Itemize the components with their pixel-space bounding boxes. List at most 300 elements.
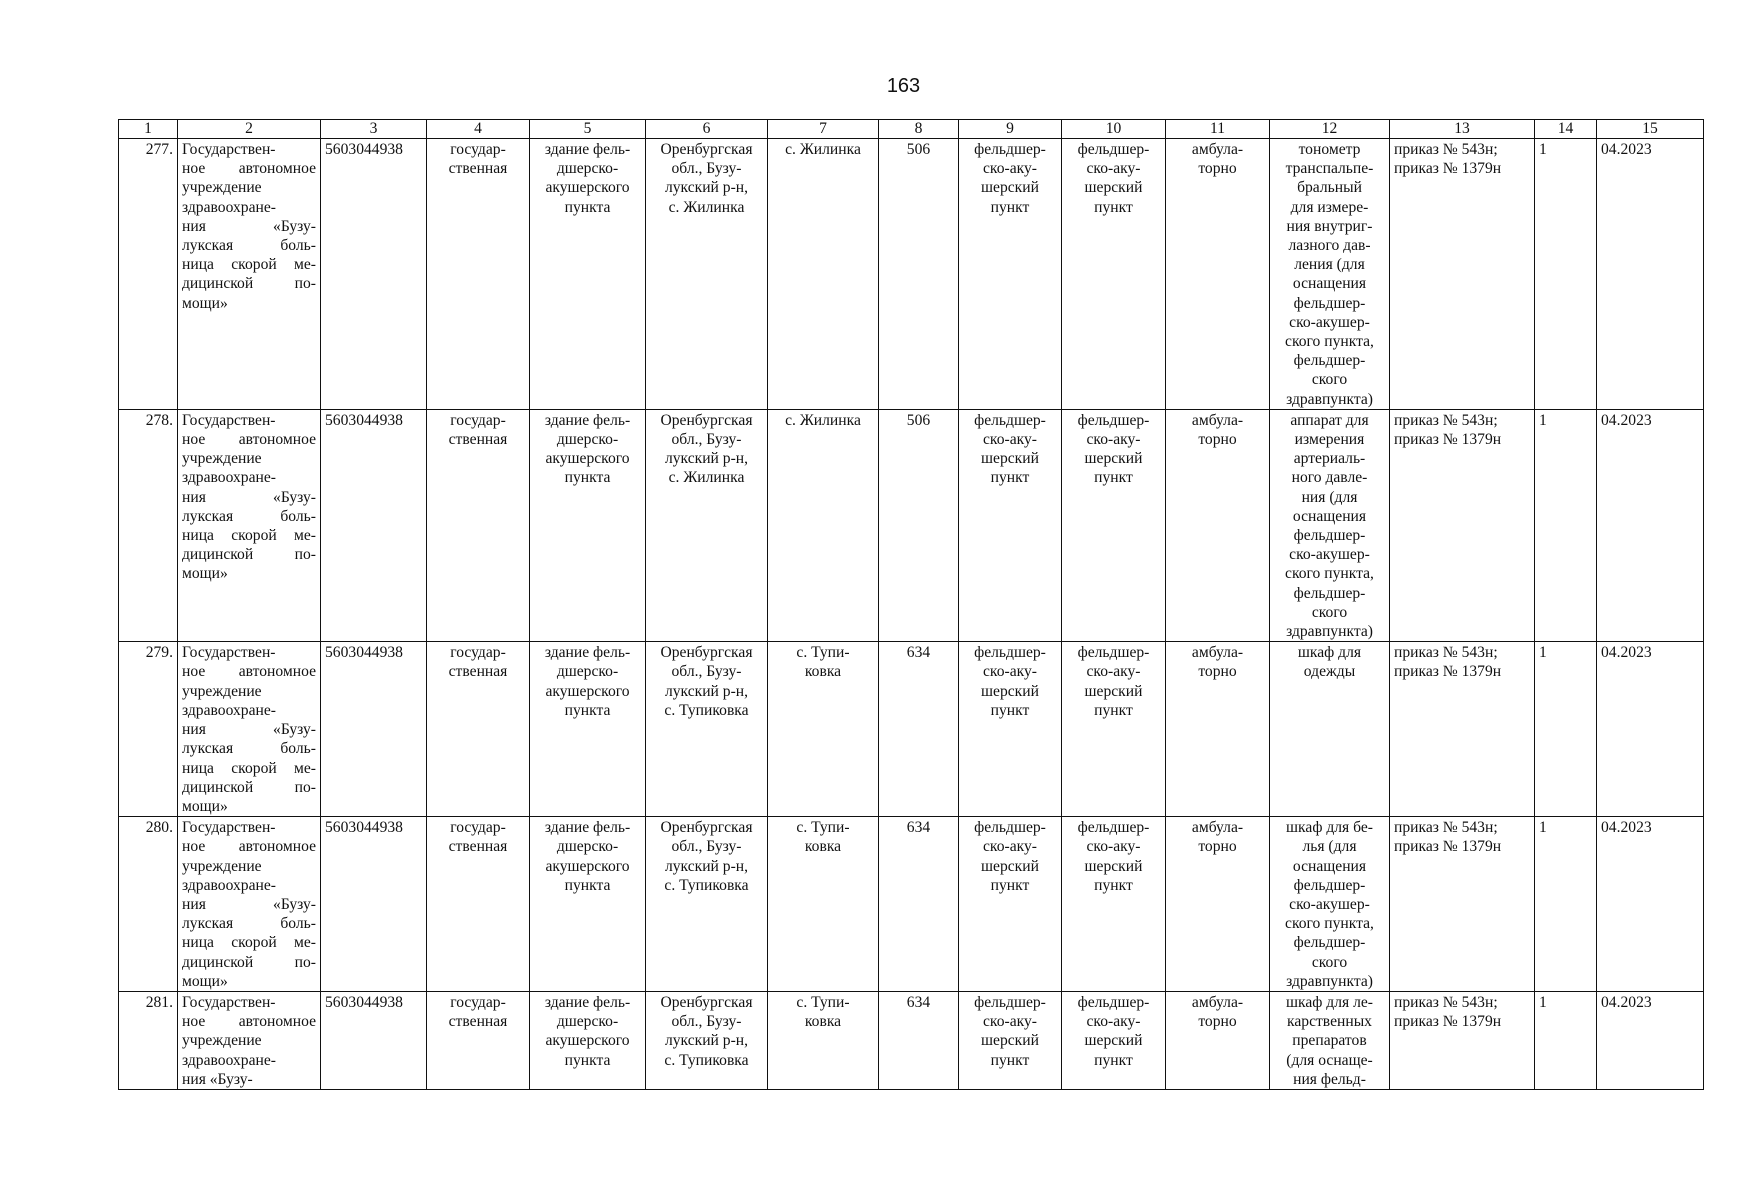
column-header-13: 13: [1390, 120, 1535, 139]
cell-line: ница скорой ме-: [182, 934, 316, 952]
cell-line: ско-аку-: [1086, 431, 1141, 449]
cell-line: пункт: [990, 876, 1030, 894]
cell-line: здравоохране-: [182, 469, 276, 487]
cell-line: оснащения: [1292, 275, 1367, 293]
care-mode-cell: [1166, 139, 1270, 410]
cell-line: лья (для: [1302, 838, 1357, 856]
cell-line: приказ № 543н;: [1394, 644, 1498, 662]
cell-line: Государствен-: [182, 141, 276, 158]
cell-line: фельдшер-: [1293, 294, 1366, 312]
cell-line: государ-: [450, 411, 506, 429]
cell-line: с. Жилинка: [668, 198, 745, 216]
cell-line: торно: [1198, 838, 1237, 856]
column-header-9: 9: [959, 120, 1062, 139]
page-number: 163: [886, 75, 921, 97]
cell-line: пункт: [1094, 198, 1133, 216]
unit-name-cell: [1062, 642, 1166, 817]
cell-line: обл., Бузу-: [671, 838, 742, 856]
column-header-11: 11: [1166, 120, 1270, 139]
unit-type-cell: [959, 991, 1062, 1089]
column-header-14: 14: [1535, 120, 1597, 139]
cell-line: ния «Бузу-: [182, 217, 316, 235]
cell-line: лазного дав-: [1288, 237, 1371, 255]
cell-line: с. Тупи-: [796, 993, 850, 1011]
cell-line: приказ № 1379н: [1394, 838, 1502, 856]
cell-line: ния фельд-: [1293, 1070, 1366, 1088]
row-number-cell: 277.: [119, 139, 178, 410]
cell-line: лукский р-н,: [664, 857, 749, 875]
cell-line: амбула-: [1191, 644, 1244, 662]
cell-line: фельдшер-: [1077, 819, 1150, 837]
cell-line: карственных: [1287, 1013, 1372, 1031]
code-cell: 506: [879, 139, 959, 410]
cell-line: Государствен-: [182, 993, 276, 1011]
cell-line: пункт: [1094, 1051, 1133, 1069]
cell-line: Оренбургская: [660, 141, 753, 158]
cell-line: шерский: [1084, 682, 1143, 700]
cell-line: ное автономное: [182, 838, 316, 856]
unit-type-cell: [959, 817, 1062, 992]
quantity-cell: 1: [1535, 139, 1597, 410]
cell-line: фельдшер-: [1293, 876, 1366, 894]
cell-line: лукский р-н,: [664, 450, 749, 468]
cell-line: для измере-: [1290, 198, 1369, 216]
cell-line: Оренбургская: [660, 819, 753, 837]
cell-line: фельдшер-: [974, 141, 1046, 158]
cell-line: ско-аку-: [1086, 160, 1141, 178]
cell-line: пункта: [564, 701, 611, 719]
cell-line: мощи»: [182, 294, 228, 312]
cell-line: амбула-: [1191, 411, 1244, 429]
cell-line: ления (для: [1294, 256, 1365, 274]
quantity-cell: 1: [1535, 817, 1597, 992]
inn-cell: 5603044938: [321, 817, 427, 992]
cell-line: пункт: [990, 469, 1030, 487]
unit-name-cell: [1062, 139, 1166, 410]
ownership-cell: [427, 991, 530, 1089]
cell-line: здание фель-: [544, 644, 631, 662]
cell-line: фельдшер-: [1077, 993, 1150, 1011]
cell-line: учреждение: [182, 179, 262, 197]
date-cell: 04.2023: [1597, 642, 1704, 817]
cell-line: здравпункта): [1286, 623, 1373, 641]
cell-line: препаратов: [1292, 1032, 1367, 1050]
cell-line: ния «Бузу-: [182, 895, 316, 913]
cell-line: пункт: [990, 701, 1030, 719]
cell-line: фельдшер-: [974, 411, 1046, 429]
cell-line: пункта: [564, 876, 611, 894]
basis-cell: [1390, 139, 1535, 410]
organization-cell: [178, 409, 321, 641]
column-header-6: 6: [646, 120, 768, 139]
cell-line: обл., Бузу-: [671, 160, 742, 178]
cell-line: ско-аку-: [983, 838, 1037, 856]
cell-line: шерский: [1084, 857, 1143, 875]
cell-line: приказ № 1379н: [1394, 431, 1502, 449]
row-number-cell: 278.: [119, 409, 178, 641]
cell-line: ственная: [448, 160, 508, 178]
cell-line: ковка: [804, 1013, 842, 1031]
cell-line: дшерско-: [556, 1013, 619, 1031]
cell-line: пункт: [1094, 876, 1133, 894]
ownership-cell: [427, 642, 530, 817]
cell-line: ковка: [804, 663, 842, 681]
code-cell: 634: [879, 991, 959, 1089]
cell-line: здравоохране-: [182, 701, 276, 719]
building-cell: [530, 817, 646, 992]
code-cell: 634: [879, 817, 959, 992]
cell-line: торно: [1198, 431, 1237, 449]
cell-line: фельдшер-: [1293, 584, 1366, 602]
cell-line: транспальпе-: [1285, 160, 1374, 178]
cell-line: шкаф для ле-: [1286, 993, 1373, 1011]
cell-line: шерский: [1084, 450, 1143, 468]
locality-cell: [768, 991, 879, 1089]
cell-line: здравоохране-: [182, 198, 276, 216]
cell-line: шерский: [1084, 1032, 1143, 1050]
building-cell: [530, 991, 646, 1089]
quantity-cell: 1: [1535, 991, 1597, 1089]
column-header-15: 15: [1597, 120, 1704, 139]
cell-line: с. Тупиковка: [664, 876, 749, 894]
cell-line: фельдшер-: [1077, 141, 1150, 158]
cell-line: ное автономное: [182, 160, 316, 178]
column-header-8: 8: [879, 120, 959, 139]
cell-line: фельдшер-: [1293, 527, 1366, 545]
cell-line: ния (для: [1301, 488, 1358, 506]
cell-line: бральный: [1297, 179, 1362, 197]
cell-line: ственная: [448, 663, 508, 681]
cell-line: ное автономное: [182, 663, 316, 681]
cell-line: Государствен-: [182, 411, 276, 429]
cell-line: оснащения: [1292, 507, 1367, 525]
organization-cell: [178, 642, 321, 817]
cell-line: ница скорой ме-: [182, 256, 316, 274]
cell-line: пункта: [564, 198, 611, 216]
table-header: [119, 120, 1704, 139]
cell-line: фельдшер-: [1293, 352, 1366, 370]
cell-line: Оренбургская: [660, 411, 753, 429]
date-cell: 04.2023: [1597, 817, 1704, 992]
equipment-cell: [1270, 139, 1390, 410]
cell-line: акушерского: [545, 1032, 630, 1050]
cell-line: дицинской по-: [182, 953, 316, 971]
date-cell: 04.2023: [1597, 409, 1704, 641]
cell-line: здравоохране-: [182, 876, 276, 894]
row-number-cell: 280.: [119, 817, 178, 992]
cell-line: фельдшер-: [974, 993, 1046, 1011]
quantity-cell: 1: [1535, 409, 1597, 641]
cell-line: приказ № 543н;: [1394, 411, 1498, 429]
cell-line: государ-: [450, 141, 506, 158]
cell-line: здравоохране-: [182, 1051, 276, 1069]
cell-line: ско-акушер-: [1289, 895, 1370, 913]
cell-line: мощи»: [182, 972, 228, 990]
column-header-10: 10: [1062, 120, 1166, 139]
cell-line: торно: [1198, 1013, 1237, 1031]
cell-line: фельдшер-: [974, 644, 1046, 662]
inn-cell: 5603044938: [321, 642, 427, 817]
inn-cell: 5603044938: [321, 139, 427, 410]
cell-line: мощи»: [182, 797, 228, 815]
cell-line: шерский: [981, 682, 1039, 700]
cell-line: дицинской по-: [182, 546, 316, 564]
code-cell: 506: [879, 409, 959, 641]
cell-line: Государствен-: [182, 644, 276, 662]
cell-line: дшерско-: [556, 838, 619, 856]
cell-line: шерский: [981, 179, 1039, 197]
cell-line: аппарат для: [1290, 411, 1369, 429]
cell-line: дшерско-: [556, 431, 619, 449]
unit-type-cell: [959, 139, 1062, 410]
cell-line: учреждение: [182, 857, 262, 875]
care-mode-cell: [1166, 817, 1270, 992]
cell-line: лукский р-н,: [664, 1032, 749, 1050]
cell-line: дшерско-: [556, 663, 619, 681]
cell-line: дшерско-: [556, 160, 619, 178]
cell-line: лукский р-н,: [664, 682, 749, 700]
table-body: [119, 139, 1704, 1090]
cell-line: здание фель-: [544, 411, 631, 429]
cell-line: ского: [1311, 371, 1348, 389]
equipment-cell: [1270, 817, 1390, 992]
cell-line: тонометр: [1298, 141, 1361, 158]
column-header-5: 5: [530, 120, 646, 139]
registry-table: [118, 119, 1704, 1090]
date-cell: 04.2023: [1597, 139, 1704, 410]
cell-line: лукская боль-: [182, 237, 316, 255]
cell-line: ница скорой ме-: [182, 759, 316, 777]
basis-cell: [1390, 642, 1535, 817]
cell-line: торно: [1198, 160, 1237, 178]
cell-line: ско-акушер-: [1289, 546, 1370, 564]
address-cell: [646, 139, 768, 410]
cell-line: ско-аку-: [1086, 1013, 1141, 1031]
locality-cell: [768, 409, 879, 641]
building-cell: [530, 409, 646, 641]
cell-line: ного давле-: [1291, 469, 1368, 487]
cell-line: пункт: [990, 1051, 1030, 1069]
organization-cell: [178, 139, 321, 410]
cell-line: ско-аку-: [983, 431, 1037, 449]
table-row: [119, 139, 1704, 410]
cell-line: ско-акушер-: [1289, 313, 1370, 331]
cell-line: учреждение: [182, 682, 262, 700]
ownership-cell: [427, 817, 530, 992]
cell-line: с. Тупиковка: [664, 1051, 749, 1069]
cell-line: здравпункта): [1286, 390, 1373, 408]
cell-line: с. Тупи-: [796, 819, 850, 837]
table-row: [119, 991, 1704, 1089]
cell-line: ского пункта,: [1285, 915, 1374, 933]
cell-line: с. Жилинка: [668, 469, 745, 487]
cell-line: Оренбургская: [660, 644, 753, 662]
table-row: [119, 409, 1704, 641]
cell-line: шерский: [981, 450, 1039, 468]
unit-name-cell: [1062, 817, 1166, 992]
cell-line: лукский р-н,: [664, 179, 749, 197]
code-cell: 634: [879, 642, 959, 817]
cell-line: здание фель-: [544, 819, 631, 837]
cell-line: оснащения: [1292, 857, 1367, 875]
cell-line: ное автономное: [182, 431, 316, 449]
care-mode-cell: [1166, 409, 1270, 641]
cell-line: ния внутриг-: [1286, 217, 1373, 235]
cell-line: амбула-: [1191, 819, 1244, 837]
inn-cell: 5603044938: [321, 409, 427, 641]
cell-line: пункта: [564, 469, 611, 487]
cell-line: фельдшер-: [1293, 934, 1366, 952]
address-cell: [646, 409, 768, 641]
cell-line: измерения: [1294, 431, 1365, 449]
cell-line: ковка: [804, 838, 842, 856]
cell-line: приказ № 543н;: [1394, 993, 1498, 1011]
cell-line: ско-аку-: [983, 663, 1037, 681]
unit-name-cell: [1062, 409, 1166, 641]
cell-line: шерский: [1084, 179, 1143, 197]
cell-line: с. Жилинка: [785, 141, 861, 158]
cell-line: государ-: [450, 644, 506, 662]
cell-line: шкаф для бе-: [1286, 819, 1373, 837]
cell-line: амбула-: [1191, 141, 1244, 158]
cell-line: ско-аку-: [983, 160, 1037, 178]
cell-line: лукская боль-: [182, 740, 316, 758]
building-cell: [530, 642, 646, 817]
locality-cell: [768, 642, 879, 817]
cell-line: приказ № 1379н: [1394, 160, 1502, 178]
cell-line: акушерского: [545, 179, 630, 197]
cell-line: лукская боль-: [182, 507, 316, 525]
cell-line: (для оснаще-: [1286, 1051, 1373, 1069]
cell-line: акушерского: [545, 682, 630, 700]
date-cell: 04.2023: [1597, 991, 1704, 1089]
cell-line: ского: [1311, 953, 1348, 971]
cell-line: пункт: [1094, 701, 1133, 719]
cell-line: ского: [1311, 603, 1348, 621]
column-header-3: 3: [321, 120, 427, 139]
column-header-2: 2: [178, 120, 321, 139]
cell-line: артериаль-: [1293, 450, 1366, 468]
table-row: [119, 817, 1704, 992]
cell-line: фельдшер-: [974, 819, 1046, 837]
ownership-cell: [427, 409, 530, 641]
cell-line: шерский: [981, 1032, 1039, 1050]
cell-line: шерский: [981, 857, 1039, 875]
cell-line: лукская боль-: [182, 915, 316, 933]
unit-type-cell: [959, 642, 1062, 817]
care-mode-cell: [1166, 642, 1270, 817]
cell-line: шкаф для: [1297, 644, 1362, 662]
locality-cell: [768, 817, 879, 992]
building-cell: [530, 139, 646, 410]
cell-line: ственная: [448, 431, 508, 449]
address-cell: [646, 817, 768, 992]
cell-line: здание фель-: [544, 141, 631, 158]
cell-line: приказ № 1379н: [1394, 663, 1502, 681]
cell-line: с. Тупи-: [796, 644, 850, 662]
cell-line: ственная: [448, 838, 508, 856]
cell-line: пункт: [990, 198, 1030, 216]
inn-cell: 5603044938: [321, 991, 427, 1089]
cell-line: одежды: [1303, 663, 1356, 681]
cell-line: учреждение: [182, 1032, 262, 1050]
equipment-cell: [1270, 991, 1390, 1089]
cell-line: мощи»: [182, 565, 228, 583]
cell-line: фельдшер-: [1077, 644, 1150, 662]
cell-line: ния «Бузу-: [182, 721, 316, 739]
cell-line: акушерского: [545, 450, 630, 468]
locality-cell: [768, 139, 879, 410]
cell-line: ственная: [448, 1013, 508, 1031]
equipment-cell: [1270, 642, 1390, 817]
equipment-cell: [1270, 409, 1390, 641]
column-header-7: 7: [768, 120, 879, 139]
cell-line: ско-аку-: [983, 1013, 1037, 1031]
organization-cell: [178, 817, 321, 992]
cell-line: амбула-: [1191, 993, 1244, 1011]
cell-line: обл., Бузу-: [671, 431, 742, 449]
ownership-cell: [427, 139, 530, 410]
column-header-4: 4: [427, 120, 530, 139]
organization-cell: [178, 991, 321, 1089]
basis-cell: [1390, 991, 1535, 1089]
cell-line: с. Тупиковка: [664, 701, 749, 719]
cell-line: ница скорой ме-: [182, 527, 316, 545]
table-row: [119, 642, 1704, 817]
cell-line: торно: [1198, 663, 1237, 681]
cell-line: здравпункта): [1286, 972, 1373, 990]
cell-line: дицинской по-: [182, 275, 316, 293]
cell-line: пункт: [1094, 469, 1133, 487]
cell-line: ского пункта,: [1285, 333, 1374, 351]
cell-line: ния «Бузу-: [182, 488, 316, 506]
cell-line: ского пункта,: [1285, 565, 1374, 583]
column-header-1: 1: [119, 120, 178, 139]
cell-line: ное автономное: [182, 1013, 316, 1031]
quantity-cell: 1: [1535, 642, 1597, 817]
cell-line: дицинской по-: [182, 778, 316, 796]
care-mode-cell: [1166, 991, 1270, 1089]
address-cell: [646, 642, 768, 817]
cell-line: обл., Бузу-: [671, 663, 742, 681]
cell-line: обл., Бузу-: [671, 1013, 742, 1031]
cell-line: учреждение: [182, 450, 262, 468]
cell-line: приказ № 1379н: [1394, 1013, 1502, 1031]
header-row: [119, 120, 1704, 139]
cell-line: Оренбургская: [660, 993, 753, 1011]
cell-line: приказ № 543н;: [1394, 141, 1498, 158]
basis-cell: [1390, 817, 1535, 992]
cell-line: ско-аку-: [1086, 838, 1141, 856]
cell-line: здание фель-: [544, 993, 631, 1011]
cell-line: Государствен-: [182, 819, 276, 837]
row-number-cell: 281.: [119, 991, 178, 1089]
basis-cell: [1390, 409, 1535, 641]
unit-type-cell: [959, 409, 1062, 641]
cell-line: приказ № 543н;: [1394, 819, 1498, 837]
row-number-cell: 279.: [119, 642, 178, 817]
cell-line: акушерского: [545, 857, 630, 875]
unit-name-cell: [1062, 991, 1166, 1089]
column-header-12: 12: [1270, 120, 1390, 139]
cell-line: государ-: [450, 819, 506, 837]
cell-line: государ-: [450, 993, 506, 1011]
cell-line: ско-аку-: [1086, 663, 1141, 681]
cell-line: фельдшер-: [1077, 411, 1150, 429]
cell-line: ния «Бузу-: [182, 1070, 253, 1088]
cell-line: с. Жилинка: [785, 411, 861, 429]
cell-line: пункта: [564, 1051, 611, 1069]
